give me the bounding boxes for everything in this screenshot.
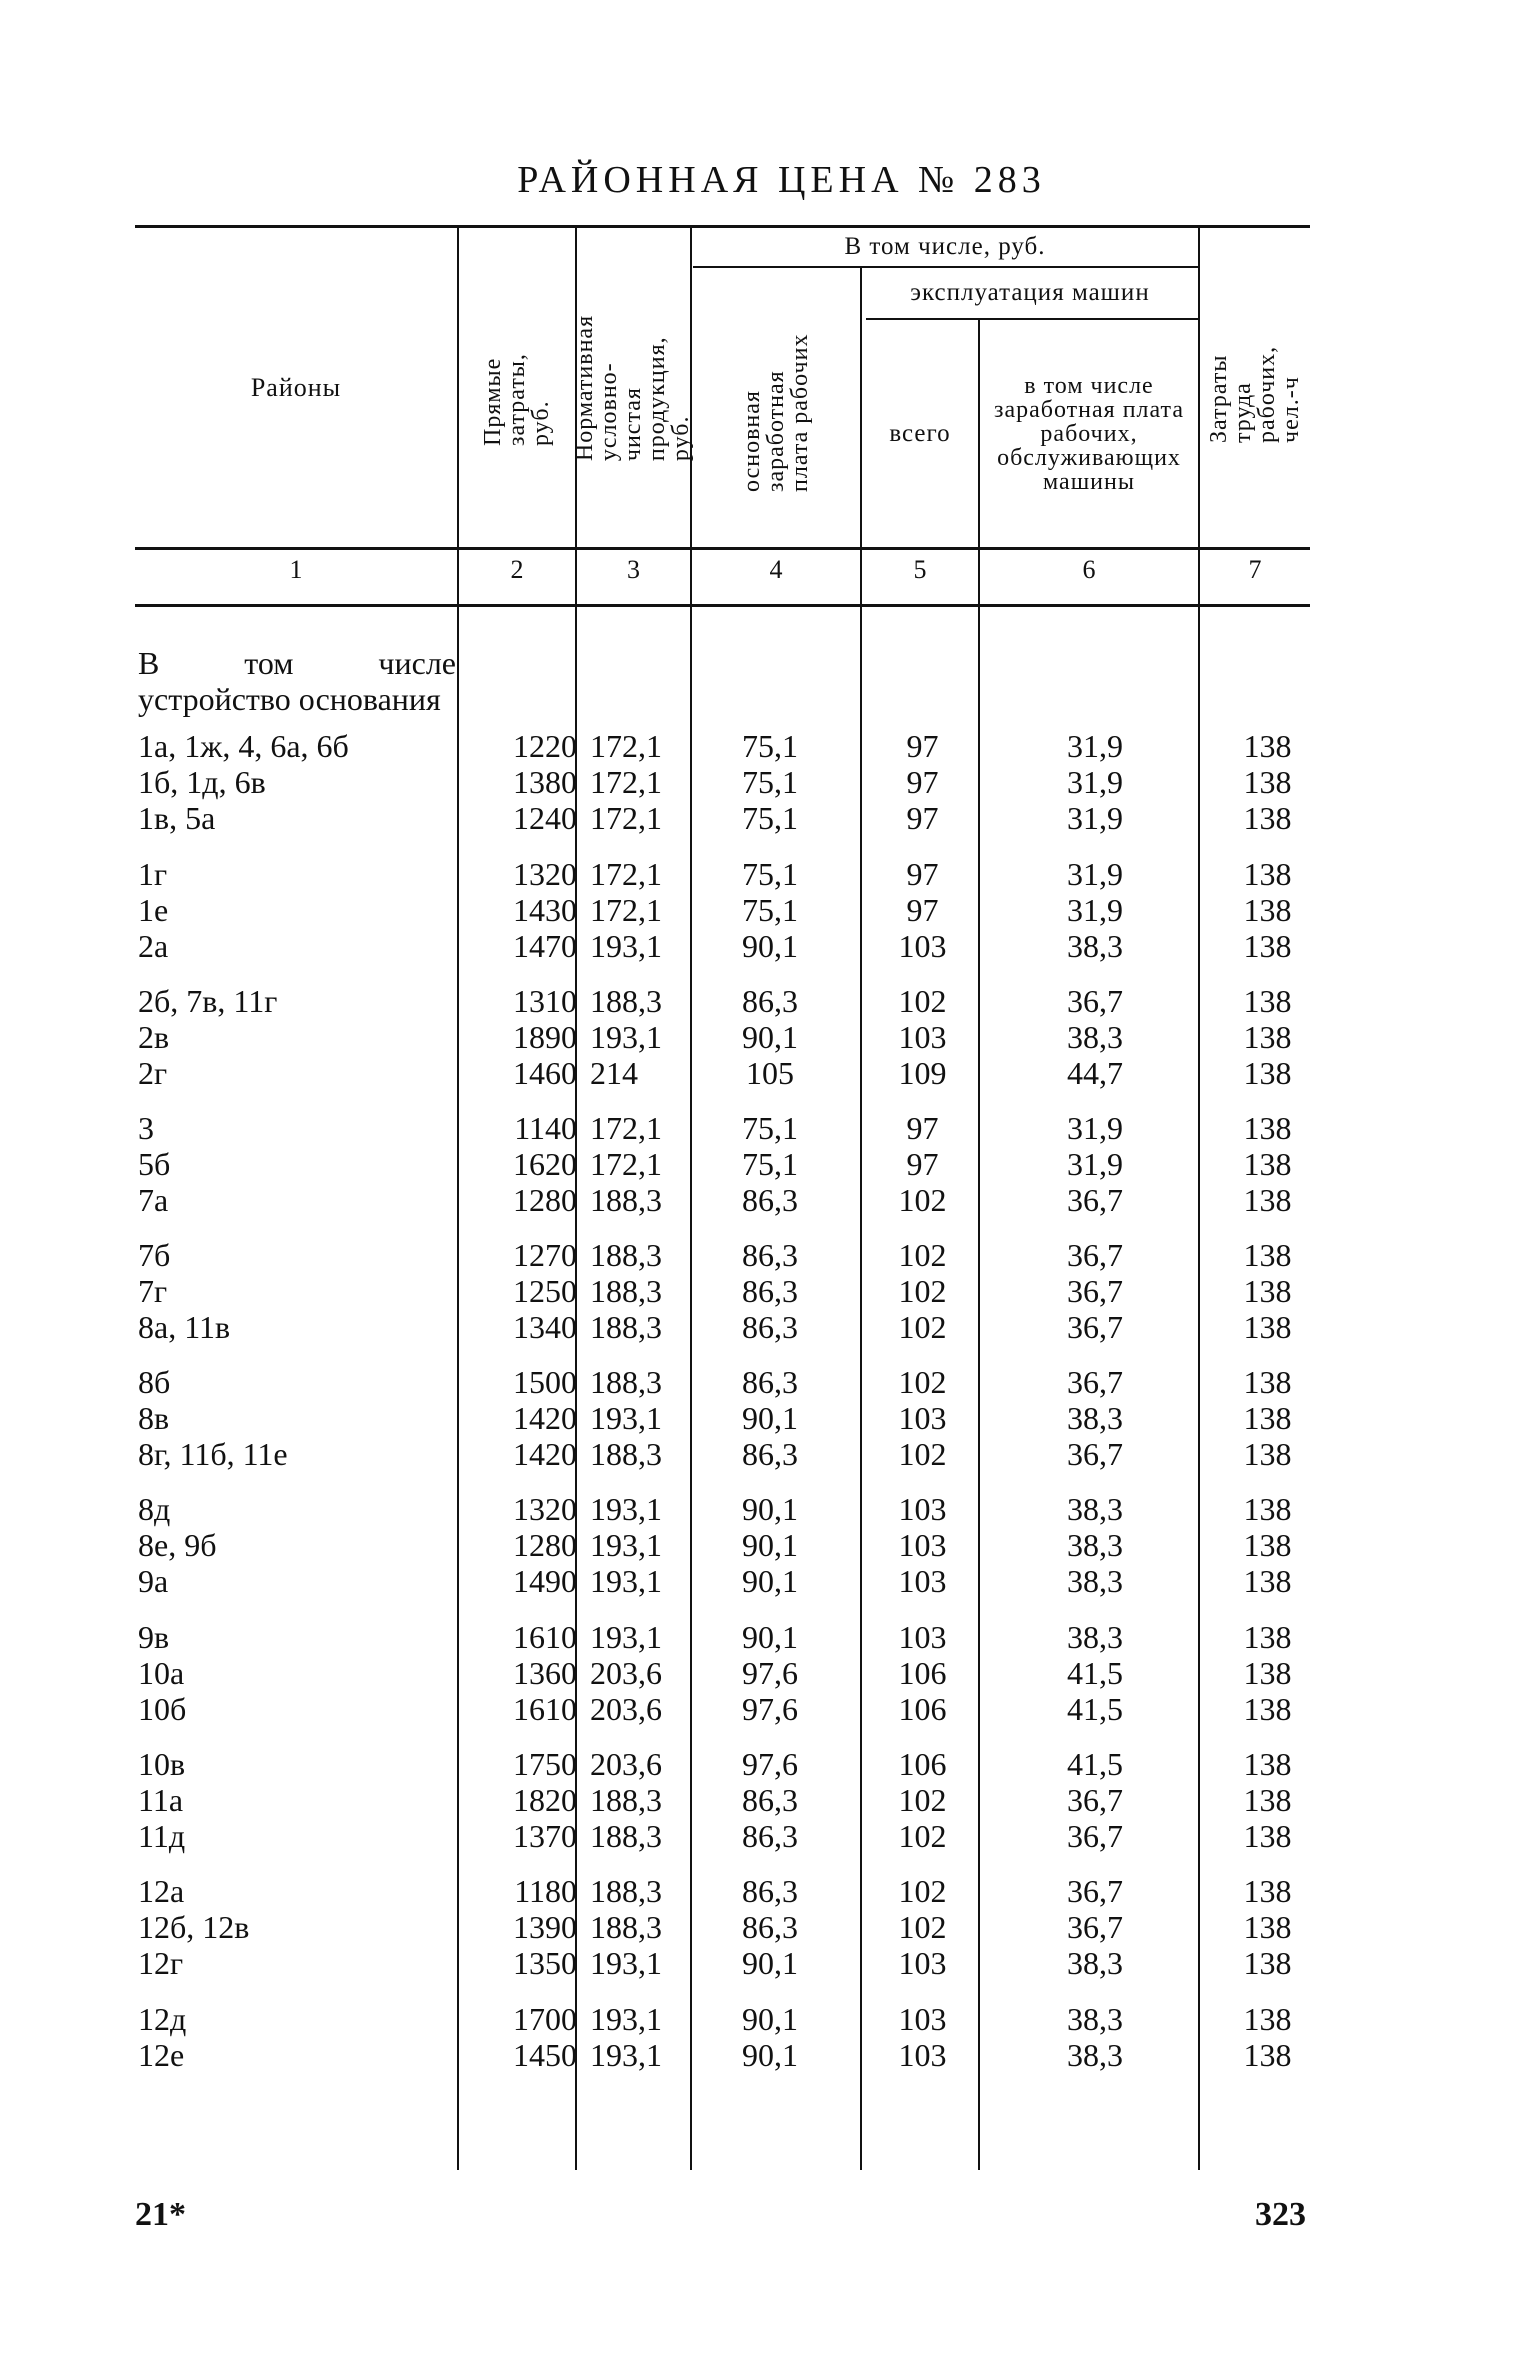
header-col-2-label: Прямые затраты, руб. xyxy=(480,352,554,446)
normative-cell: 188,3 xyxy=(590,1818,662,1854)
wages-cell: 75,1 xyxy=(742,800,798,836)
normative-cell: 188,3 xyxy=(590,1309,662,1345)
normative-cell: 193,1 xyxy=(590,1491,662,1527)
machines-cell: 102 xyxy=(898,1237,947,1273)
labor-cell: 138 xyxy=(1243,1782,1292,1818)
labor-cell: 138 xyxy=(1243,1873,1292,1909)
labor-cell: 138 xyxy=(1243,764,1292,800)
machines-cell: 102 xyxy=(898,1309,947,1345)
header-col-3-label: Нормативная условно-чистая продукция, руб. xyxy=(572,314,695,461)
normative-cell: 172,1 xyxy=(590,728,662,764)
wages-cell: 86,3 xyxy=(742,983,798,1019)
district-cell: 8в xyxy=(138,1400,170,1436)
normative-cell: 193,1 xyxy=(590,1563,662,1599)
normative-cell: 188,3 xyxy=(590,1237,662,1273)
direct-cell: 1180 xyxy=(514,1873,577,1909)
district-cell: 12г xyxy=(138,1945,184,1981)
district-cell: 10а xyxy=(138,1655,185,1691)
wages-cell: 75,1 xyxy=(742,892,798,928)
machines-cell: 97 xyxy=(906,856,939,892)
normative-cell: 193,1 xyxy=(590,1019,662,1055)
machine-wages-cell: 38,3 xyxy=(1067,1019,1123,1055)
col-number-5: 5 xyxy=(913,555,927,584)
district-cell: 12д xyxy=(138,2001,187,2037)
col-number-4: 4 xyxy=(769,555,783,584)
labor-cell: 138 xyxy=(1243,2037,1292,2073)
wages-cell: 90,1 xyxy=(742,1491,798,1527)
district-cell: 9в xyxy=(138,1619,170,1655)
wages-cell: 86,3 xyxy=(742,1364,798,1400)
machines-cell: 97 xyxy=(906,800,939,836)
header-col-7-label: Затраты труда рабочих, чел.-ч xyxy=(1206,345,1304,443)
normative-cell: 188,3 xyxy=(590,1909,662,1945)
header-group xyxy=(692,228,1198,266)
header-col-4 xyxy=(692,268,860,547)
machines-cell: 102 xyxy=(898,1873,947,1909)
wages-cell: 86,3 xyxy=(742,1909,798,1945)
labor-cell: 138 xyxy=(1243,1491,1292,1527)
machine-wages-cell: 38,3 xyxy=(1067,2037,1123,2073)
machine-wages-cell: 38,3 xyxy=(1067,2001,1123,2037)
machines-cell: 103 xyxy=(898,1491,947,1527)
machines-cell: 103 xyxy=(898,2001,947,2037)
direct-cell: 1320 xyxy=(513,1491,577,1527)
labor-cell: 138 xyxy=(1243,1818,1292,1854)
labor-cell: 138 xyxy=(1243,1110,1292,1146)
machine-wages-cell: 38,3 xyxy=(1067,1527,1123,1563)
labor-cell: 138 xyxy=(1243,1055,1292,1091)
labor-cell: 138 xyxy=(1243,728,1292,764)
wages-cell: 75,1 xyxy=(742,856,798,892)
normative-cell: 188,3 xyxy=(590,1873,662,1909)
labor-cell: 138 xyxy=(1243,1527,1292,1563)
direct-cell: 1390 xyxy=(513,1909,577,1945)
wages-cell: 86,3 xyxy=(742,1782,798,1818)
district-cell: 9а xyxy=(138,1563,169,1599)
labor-cell: 138 xyxy=(1243,1563,1292,1599)
machine-wages-cell: 41,5 xyxy=(1067,1691,1123,1727)
direct-cell: 1500 xyxy=(513,1364,577,1400)
district-cell: 8е, 9б xyxy=(138,1527,217,1563)
wages-cell: 86,3 xyxy=(742,1273,798,1309)
machine-wages-cell: 36,7 xyxy=(1067,1182,1123,1218)
header-group-label: В том числе, руб. xyxy=(844,233,1046,260)
wages-cell: 75,1 xyxy=(742,1110,798,1146)
machine-wages-cell: 38,3 xyxy=(1067,1619,1123,1655)
labor-cell: 138 xyxy=(1243,1909,1292,1945)
labor-cell: 138 xyxy=(1243,928,1292,964)
wages-cell: 86,3 xyxy=(742,1818,798,1854)
wages-cell: 75,1 xyxy=(742,728,798,764)
machine-wages-cell: 41,5 xyxy=(1067,1655,1123,1691)
labor-cell: 138 xyxy=(1243,1746,1292,1782)
header-col-1 xyxy=(135,228,457,547)
district-cell: 8б xyxy=(138,1364,171,1400)
machine-wages-cell: 41,5 xyxy=(1067,1746,1123,1782)
normative-cell: 188,3 xyxy=(590,1364,662,1400)
machines-cell: 103 xyxy=(898,1019,947,1055)
normative-cell: 193,1 xyxy=(590,2037,662,2073)
machine-wages-cell: 36,7 xyxy=(1067,1237,1123,1273)
header-col-1-label: Районы xyxy=(250,372,342,402)
district-cell: 8а, 11в xyxy=(138,1309,231,1345)
header-col-3 xyxy=(572,228,695,547)
machine-wages-cell: 38,3 xyxy=(1067,1563,1123,1599)
direct-cell: 1890 xyxy=(513,1019,577,1055)
wages-cell: 90,1 xyxy=(742,2001,798,2037)
header-col-2 xyxy=(459,228,575,547)
machine-wages-cell: 36,7 xyxy=(1067,1364,1123,1400)
machines-cell: 109 xyxy=(898,1055,947,1091)
direct-cell: 1360 xyxy=(513,1655,577,1691)
wages-cell: 90,1 xyxy=(742,1619,798,1655)
col-number-1: 1 xyxy=(289,555,303,584)
wages-cell: 90,1 xyxy=(742,1400,798,1436)
machine-wages-cell: 31,9 xyxy=(1067,764,1123,800)
labor-cell: 138 xyxy=(1243,1182,1292,1218)
direct-cell: 1320 xyxy=(513,856,577,892)
labor-cell: 138 xyxy=(1243,1273,1292,1309)
normative-cell: 172,1 xyxy=(590,764,662,800)
normative-cell: 193,1 xyxy=(590,1400,662,1436)
wages-cell: 90,1 xyxy=(742,928,798,964)
wages-cell: 90,1 xyxy=(742,1563,798,1599)
machine-wages-cell: 36,7 xyxy=(1067,1782,1123,1818)
machine-wages-cell: 38,3 xyxy=(1067,1945,1123,1981)
normative-cell: 172,1 xyxy=(590,856,662,892)
labor-cell: 138 xyxy=(1243,856,1292,892)
machines-cell: 103 xyxy=(898,1400,947,1436)
district-cell: 5б xyxy=(138,1146,171,1182)
machine-wages-cell: 36,7 xyxy=(1067,1873,1123,1909)
direct-cell: 1350 xyxy=(513,1945,577,1981)
direct-cell: 1270 xyxy=(513,1237,577,1273)
normative-cell: 203,6 xyxy=(590,1655,662,1691)
col-number-2: 2 xyxy=(510,555,524,584)
wages-cell: 90,1 xyxy=(742,1019,798,1055)
labor-cell: 138 xyxy=(1243,1400,1292,1436)
machine-wages-cell: 31,9 xyxy=(1067,1110,1123,1146)
machine-wages-cell: 36,7 xyxy=(1067,983,1123,1019)
direct-cell: 1310 xyxy=(513,983,577,1019)
machines-cell: 106 xyxy=(898,1655,947,1691)
labor-cell: 138 xyxy=(1243,1655,1292,1691)
machine-wages-cell: 38,3 xyxy=(1067,1491,1123,1527)
col-number-6: 6 xyxy=(1082,555,1096,584)
district-cell: 1а, 1ж, 4, 6а, 6б xyxy=(138,728,349,764)
machines-cell: 102 xyxy=(898,1909,947,1945)
machine-wages-cell: 31,9 xyxy=(1067,856,1123,892)
col-divider-4 xyxy=(860,268,862,2170)
labor-cell: 138 xyxy=(1243,2001,1292,2037)
wages-cell: 86,3 xyxy=(742,1182,798,1218)
direct-cell: 1420 xyxy=(513,1400,577,1436)
machines-cell: 102 xyxy=(898,983,947,1019)
machine-wages-cell: 38,3 xyxy=(1067,1400,1123,1436)
machine-wages-cell: 36,7 xyxy=(1067,1309,1123,1345)
district-cell: 2в xyxy=(138,1019,170,1055)
machines-cell: 106 xyxy=(898,1746,947,1782)
col-number-7: 7 xyxy=(1248,555,1262,584)
machine-wages-cell: 36,7 xyxy=(1067,1273,1123,1309)
col-number-3: 3 xyxy=(627,555,640,584)
normative-cell: 172,1 xyxy=(590,892,662,928)
district-cell: 12б, 12в xyxy=(138,1909,250,1945)
direct-cell: 1430 xyxy=(513,892,577,928)
normative-cell: 214 xyxy=(590,1055,638,1091)
machines-cell: 102 xyxy=(898,1782,947,1818)
direct-cell: 1470 xyxy=(513,928,577,964)
labor-cell: 138 xyxy=(1243,1146,1292,1182)
header-col-5 xyxy=(862,320,978,547)
labor-cell: 138 xyxy=(1243,1691,1292,1727)
direct-cell: 1250 xyxy=(513,1273,577,1309)
signature-mark: 21* xyxy=(135,2196,186,2233)
header-subgroup xyxy=(862,268,1198,318)
machine-wages-cell: 31,9 xyxy=(1067,728,1123,764)
header-subgroup-label: эксплуатация машин xyxy=(910,279,1150,306)
machines-cell: 103 xyxy=(898,928,947,964)
wages-cell: 86,3 xyxy=(742,1237,798,1273)
direct-cell: 1610 xyxy=(513,1691,577,1727)
district-cell: 1в, 5а xyxy=(138,800,216,836)
direct-cell: 1220 xyxy=(513,728,577,764)
machine-wages-cell: 31,9 xyxy=(1067,892,1123,928)
district-cell: 8г, 11б, 11е xyxy=(138,1436,288,1472)
machines-cell: 97 xyxy=(906,1110,939,1146)
district-cell: 2б, 7в, 11г xyxy=(138,983,278,1019)
page-title: РАЙОННАЯ ЦЕНА № 283 xyxy=(517,159,1046,201)
district-cell: 12а xyxy=(138,1873,185,1909)
machines-cell: 102 xyxy=(898,1273,947,1309)
machines-cell: 97 xyxy=(906,728,939,764)
district-cell: 11а xyxy=(138,1782,184,1818)
header-col-6 xyxy=(980,320,1198,547)
wages-cell: 97,6 xyxy=(742,1691,798,1727)
numbers-bottom-rule xyxy=(135,604,1310,607)
district-cell: 1е xyxy=(138,892,169,928)
direct-cell: 1620 xyxy=(513,1146,577,1182)
direct-cell: 1450 xyxy=(513,2037,577,2073)
normative-cell: 203,6 xyxy=(590,1746,662,1782)
machines-cell: 103 xyxy=(898,1527,947,1563)
direct-cell: 1820 xyxy=(513,1782,577,1818)
machines-cell: 103 xyxy=(898,1619,947,1655)
district-cell: 7г xyxy=(138,1273,168,1309)
district-cell: 7б xyxy=(138,1237,171,1273)
wages-cell: 90,1 xyxy=(742,1527,798,1563)
normative-cell: 188,3 xyxy=(590,983,662,1019)
normative-cell: 193,1 xyxy=(590,1619,662,1655)
labor-cell: 138 xyxy=(1243,1237,1292,1273)
normative-cell: 193,1 xyxy=(590,928,662,964)
machines-cell: 102 xyxy=(898,1364,947,1400)
district-cell: 3 xyxy=(138,1110,154,1146)
direct-cell: 1460 xyxy=(513,1055,577,1091)
district-cell: 7а xyxy=(138,1182,169,1218)
direct-cell: 1370 xyxy=(513,1818,577,1854)
direct-cell: 1750 xyxy=(513,1746,577,1782)
machine-wages-cell: 31,9 xyxy=(1067,1146,1123,1182)
normative-cell: 172,1 xyxy=(590,800,662,836)
machine-wages-cell: 44,7 xyxy=(1067,1055,1123,1091)
direct-cell: 1340 xyxy=(513,1309,577,1345)
machines-cell: 103 xyxy=(898,1945,947,1981)
district-cell: 10в xyxy=(138,1746,186,1782)
direct-cell: 1610 xyxy=(513,1619,577,1655)
direct-cell: 1490 xyxy=(513,1563,577,1599)
machines-cell: 97 xyxy=(906,1146,939,1182)
direct-cell: 1420 xyxy=(513,1436,577,1472)
district-cell: 8д xyxy=(138,1491,171,1527)
labor-cell: 138 xyxy=(1243,1019,1292,1055)
direct-cell: 1700 xyxy=(513,2001,577,2037)
labor-cell: 138 xyxy=(1243,800,1292,836)
direct-cell: 1140 xyxy=(514,1110,577,1146)
header-col-7 xyxy=(1200,228,1310,547)
district-cell: 12е xyxy=(138,2037,185,2073)
wages-cell: 90,1 xyxy=(742,2037,798,2073)
normative-cell: 188,3 xyxy=(590,1436,662,1472)
normative-cell: 193,1 xyxy=(590,1945,662,1981)
header-col-5-label: всего xyxy=(889,419,951,447)
header-col-6-label: в том числе заработная плата рабочих, обслуживающих машины xyxy=(994,372,1184,495)
wages-cell: 97,6 xyxy=(742,1746,798,1782)
machine-wages-cell: 38,3 xyxy=(1067,928,1123,964)
page-number: 323 xyxy=(1255,2196,1306,2233)
direct-cell: 1380 xyxy=(513,764,577,800)
header-bottom-rule xyxy=(135,547,1310,550)
normative-cell: 172,1 xyxy=(590,1110,662,1146)
direct-cell: 1280 xyxy=(513,1182,577,1218)
labor-cell: 138 xyxy=(1243,1436,1292,1472)
header-col-4-label: основная заработная плата рабочих xyxy=(739,333,813,492)
wages-cell: 86,3 xyxy=(742,1436,798,1472)
district-cell: 1г xyxy=(138,856,168,892)
machine-wages-cell: 36,7 xyxy=(1067,1818,1123,1854)
machines-cell: 102 xyxy=(898,1818,947,1854)
machine-wages-cell: 36,7 xyxy=(1067,1909,1123,1945)
normative-cell: 188,3 xyxy=(590,1782,662,1818)
labor-cell: 138 xyxy=(1243,1309,1292,1345)
wages-cell: 75,1 xyxy=(742,764,798,800)
machines-cell: 102 xyxy=(898,1436,947,1472)
wages-cell: 86,3 xyxy=(742,1309,798,1345)
labor-cell: 138 xyxy=(1243,1945,1292,1981)
normative-cell: 188,3 xyxy=(590,1182,662,1218)
wages-cell: 90,1 xyxy=(742,1945,798,1981)
normative-cell: 203,6 xyxy=(590,1691,662,1727)
wages-cell: 75,1 xyxy=(742,1146,798,1182)
normative-cell: 193,1 xyxy=(590,2001,662,2037)
machines-cell: 97 xyxy=(906,892,939,928)
machine-wages-cell: 36,7 xyxy=(1067,1436,1123,1472)
district-cell: 1б, 1д, 6в xyxy=(138,764,266,800)
machines-cell: 106 xyxy=(898,1691,947,1727)
machines-cell: 97 xyxy=(906,764,939,800)
labor-cell: 138 xyxy=(1243,892,1292,928)
normative-cell: 172,1 xyxy=(590,1146,662,1182)
direct-cell: 1240 xyxy=(513,800,577,836)
wages-cell: 86,3 xyxy=(742,1873,798,1909)
labor-cell: 138 xyxy=(1243,983,1292,1019)
machines-cell: 103 xyxy=(898,2037,947,2073)
district-cell: 2а xyxy=(138,928,169,964)
labor-cell: 138 xyxy=(1243,1364,1292,1400)
district-cell: 11д xyxy=(138,1818,186,1854)
normative-cell: 188,3 xyxy=(590,1273,662,1309)
normative-cell: 193,1 xyxy=(590,1527,662,1563)
section-label: В том числе устройство основания xyxy=(138,645,456,717)
direct-cell: 1280 xyxy=(513,1527,577,1563)
district-cell: 10б xyxy=(138,1691,187,1727)
machine-wages-cell: 31,9 xyxy=(1067,800,1123,836)
labor-cell: 138 xyxy=(1243,1619,1292,1655)
wages-cell: 97,6 xyxy=(742,1655,798,1691)
district-cell: 2г xyxy=(138,1055,168,1091)
machines-cell: 102 xyxy=(898,1182,947,1218)
wages-cell: 105 xyxy=(746,1055,794,1091)
machines-cell: 103 xyxy=(898,1563,947,1599)
